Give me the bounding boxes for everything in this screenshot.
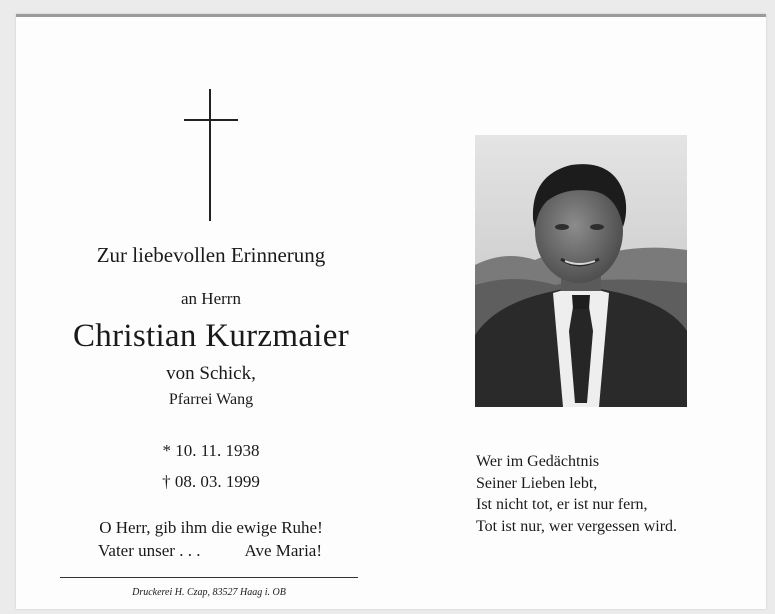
prayer-line: O Herr, gib ihm die ewige Ruhe! — [99, 518, 323, 537]
cross-vertical-bar — [209, 89, 211, 221]
divider-line — [60, 577, 358, 578]
death-date: † 08. 03. 1999 — [162, 472, 260, 491]
origin-text: von Schick, — [166, 363, 256, 384]
portrait-photo — [475, 135, 687, 407]
cross-horizontal-bar — [184, 119, 238, 121]
birth-date: * 10. 11. 1938 — [162, 441, 260, 460]
prayer-line-2 — [98, 541, 322, 561]
salutation: an Herrn — [181, 289, 241, 308]
prayer-ave-maria: Ave Maria! — [244, 541, 322, 560]
printer-credit: Druckerei H. Czap, 83527 Haag i. OB — [132, 587, 286, 598]
memorial-heading: Zur liebevollen Erinnerung — [96, 243, 326, 267]
memorial-card — [16, 14, 766, 609]
deceased-name: Christian Kurzmaier — [72, 318, 350, 354]
poem-line: Ist nicht tot, er ist nur fern, — [476, 496, 648, 513]
poem-line: Tot ist nur, wer vergessen wird. — [476, 517, 678, 535]
parish-text: Pfarrei Wang — [168, 391, 254, 408]
memorial-poem — [476, 451, 677, 537]
poem-line: Wer im Gedächtnis — [476, 453, 600, 470]
prayer-vater-unser: Vater unser . . . — [98, 541, 201, 560]
portrait-image — [475, 135, 687, 407]
poem-line: Seiner Lieben lebt, — [476, 474, 598, 492]
